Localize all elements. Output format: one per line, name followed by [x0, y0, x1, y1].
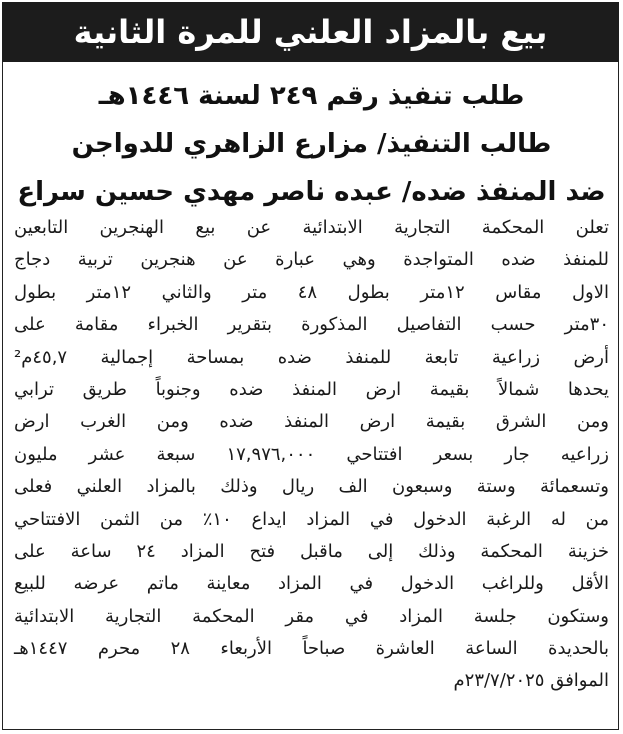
- body-line: بالحديدة الساعة العاشرة صباحاً الأربعاء ٢٨ محرم ١٤٤٧هـ: [14, 638, 609, 660]
- body-line: تعلن المحكمة التجارية الابتدائية عن بيع الهنجرين التابعين: [14, 217, 609, 238]
- body-line: خزينة المحكمة وذلك إلى ماقبل فتح المزاد ٢٤ ساعة على: [14, 540, 609, 562]
- body-line: يحدها شمالاً بقيمة ارض المنفذ ضده وجنوباً طريق ترابي: [14, 378, 609, 400]
- defendant: ضد المنفذ ضده/ عبده ناصر مهدي حسين سراع: [17, 177, 606, 207]
- body-line: أرض زراعية تابعة للمنفذ ضده بمساحة إجمالية ٤٥,٧م²: [14, 346, 609, 368]
- body-line: وستكون جلسة المزاد في مقر المحكمة التجارية الابتدائية: [14, 605, 609, 627]
- body-line: زراعيه جار بسعر افتتاحي ١٧,٩٧٦,٠٠٠ سبعة عشر مليون: [14, 443, 609, 465]
- date-line: الموافق ٢٣/٧/٢٠٢٥م: [453, 670, 609, 692]
- notice-body: [14, 212, 609, 698]
- case-details: [14, 72, 609, 216]
- body-line: الأقل وللراغب الدخول في المزاد معاينة ماتم عرضه للبيع: [14, 573, 609, 595]
- body-line: وتسعمائة وستة وسبعون الف ريال وذلك بالمزاد العلني فعلى: [14, 476, 609, 498]
- notice-title: بيع بالمزاد العلني للمرة الثانية: [73, 13, 548, 51]
- body-line: للمنفذ ضده المتواجدة وهي عبارة عن هنجرين تربية دجاج: [14, 249, 609, 271]
- body-line: ٣٠متر حسب التفاصيل المذكورة بتقرير الخبراء مقامة على: [14, 314, 609, 336]
- plaintiff: طالب التنفيذ/ مزارع الزاهري للدواجن: [71, 129, 552, 159]
- notice-header: [2, 2, 619, 62]
- body-line: الاول مقاس ١٢متر بطول ٤٨ متر والثاني ١٢متر بطول: [14, 281, 609, 303]
- body-line: ومن الشرق بقيمة ارض المنفذ ضده ومن الغرب ارض: [14, 411, 609, 433]
- body-line: من له الرغبة الدخول في المزاد ايداع ١٠٪ من الثمن الافتتاحي: [14, 508, 609, 530]
- case-number: طلب تنفيذ رقم ٢٤٩ لسنة ١٤٤٦هـ: [98, 81, 525, 111]
